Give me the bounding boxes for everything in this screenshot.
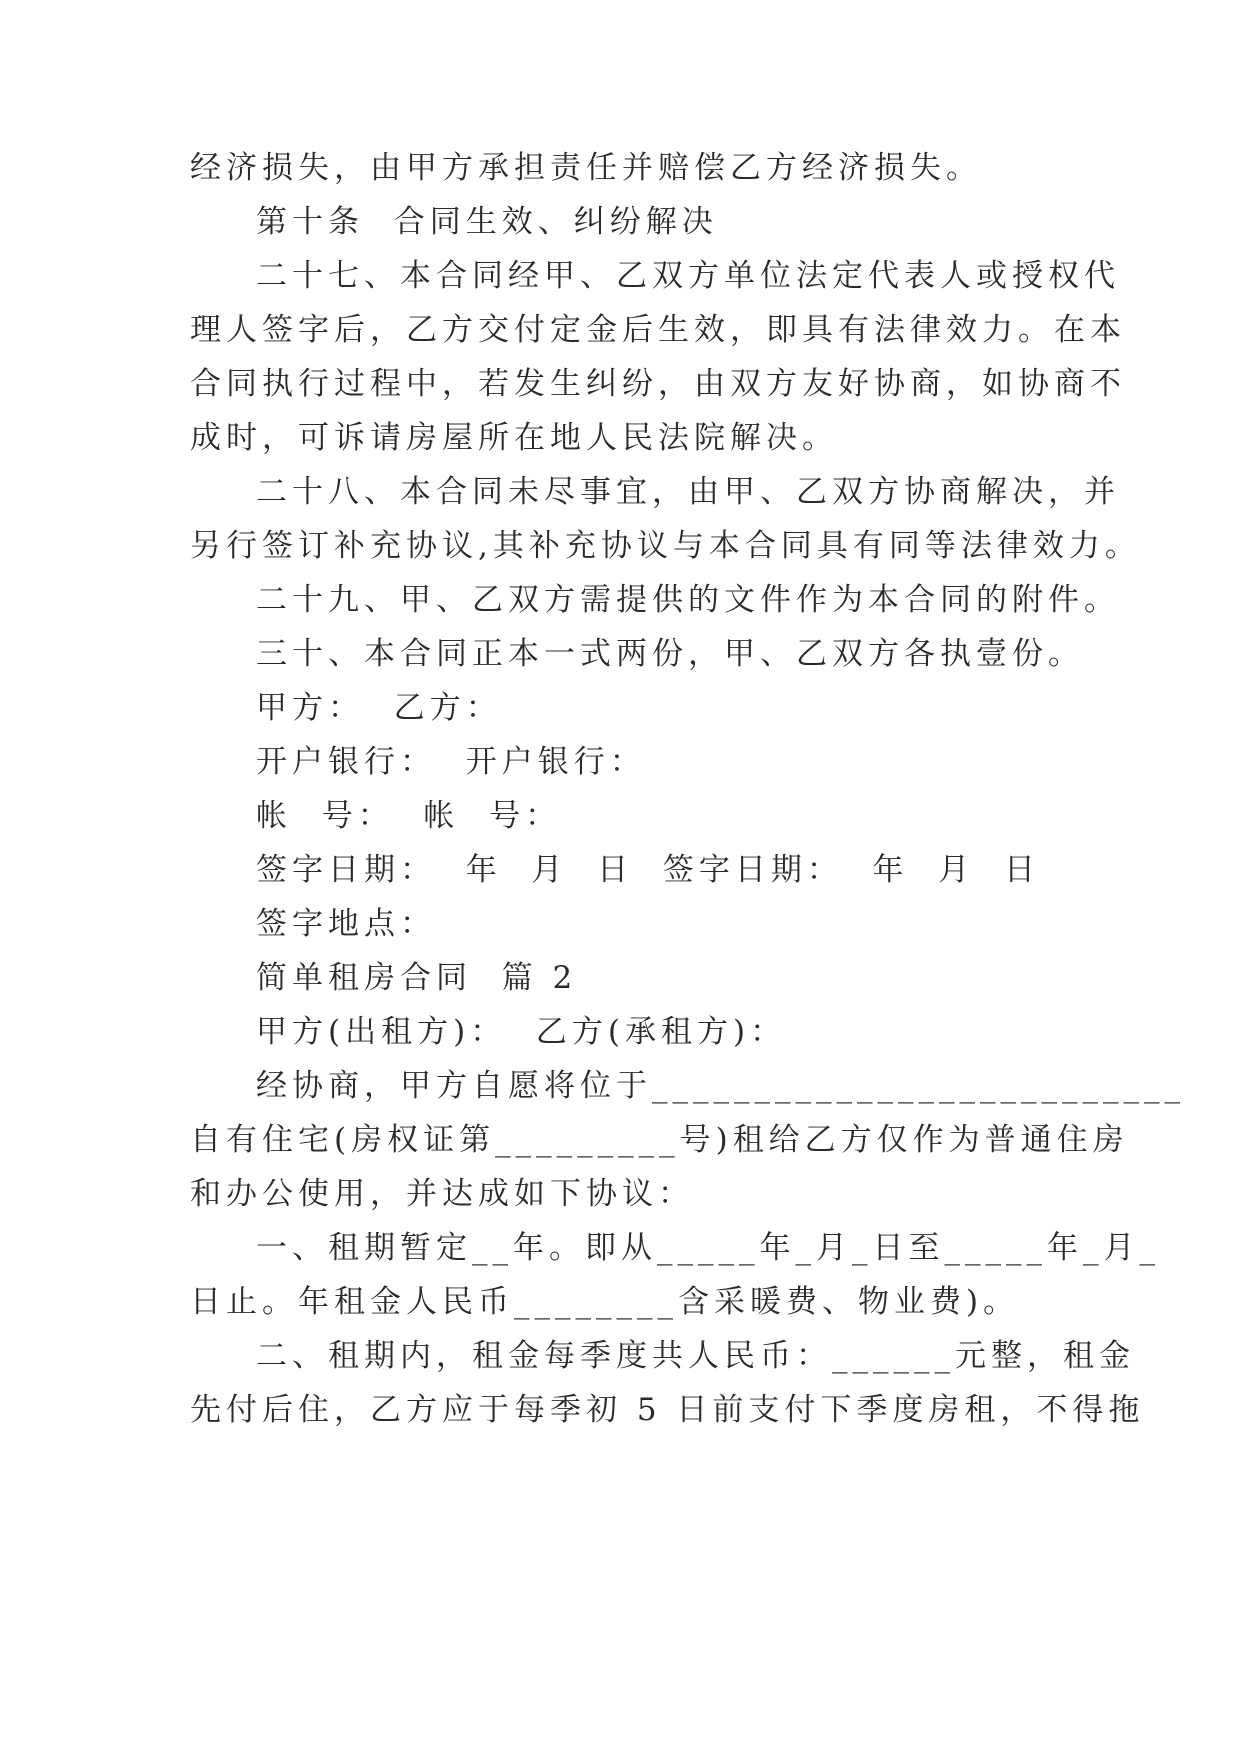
contract-title: 简单租房合同 篇 2 bbox=[256, 960, 578, 996]
party-line: 甲方(出租方)： 乙方(承租方)： bbox=[256, 1014, 787, 1050]
text-line: 二十七、本合同经甲、乙双方单位法定代表人或授权代 bbox=[256, 258, 1120, 294]
sign-place-line: 签字地点： bbox=[256, 906, 436, 942]
text-line: 二、租期内，租金每季度共人民币：______元整，租金 bbox=[256, 1338, 1135, 1374]
text-line: 另行签订补充协议,其补充协议与本合同具有同等法律效力。 bbox=[190, 528, 1141, 564]
bank-line: 开户银行： 开户银行： bbox=[256, 744, 646, 780]
text-line: 三十、本合同正本一式两份，甲、乙双方各执壹份。 bbox=[256, 636, 1084, 672]
text-line: 先付后住，乙方应于每季初 5 日前支付下季度房租，不得拖 bbox=[190, 1392, 1145, 1428]
section-heading: 第十条 合同生效、纠纷解决 bbox=[256, 204, 718, 240]
text-line: 二十九、甲、乙双方需提供的文件作为本合同的附件。 bbox=[256, 582, 1120, 618]
text-line: 经济损失，由甲方承担责任并赔偿乙方经济损失。 bbox=[190, 150, 982, 186]
text-line: 二十八、本合同未尽事宜，由甲、乙双方协商解决，并 bbox=[256, 474, 1120, 510]
text-line: 一、租期暂定__年。即从_____年_月_日至_____年_月_ bbox=[256, 1230, 1160, 1266]
text-line: 和办公使用，并达成如下协议： bbox=[190, 1176, 694, 1212]
text-line: 自有住宅(房权证第_________号)租给乙方仅作为普通住房 bbox=[190, 1122, 1129, 1158]
sign-date-line: 签字日期： 年 月 日 签字日期： 年 月 日 bbox=[256, 852, 1040, 888]
text-line: 合同执行过程中，若发生纠纷，由双方友好协商，如协商不 bbox=[190, 366, 1126, 402]
party-line: 甲方： 乙方： bbox=[256, 690, 502, 726]
account-line: 帐 号： 帐 号： bbox=[256, 798, 562, 834]
text-line: 日止。年租金人民币________含采暖费、物业费)。 bbox=[190, 1284, 1020, 1320]
text-line: 经协商，甲方自愿将位于__________________________ bbox=[256, 1068, 1185, 1104]
text-line: 成时，可诉请房屋所在地人民法院解决。 bbox=[190, 420, 838, 456]
text-line: 理人签字后，乙方交付定金后生效，即具有法律效力。在本 bbox=[190, 312, 1126, 348]
